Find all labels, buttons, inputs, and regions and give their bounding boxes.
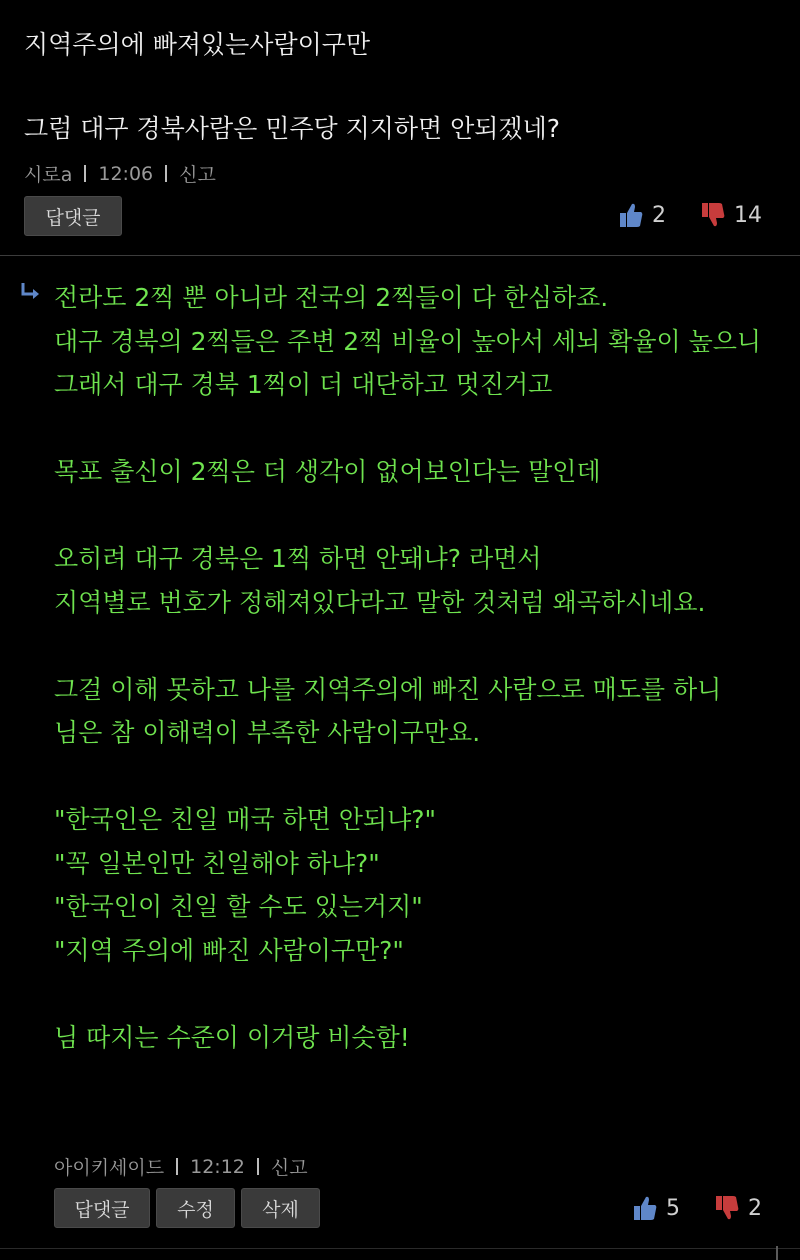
meta-separator — [84, 165, 86, 182]
vote-bar — [618, 201, 762, 229]
meta-separator — [165, 165, 167, 182]
reply-arrow-icon — [20, 281, 42, 307]
like-count: 2 — [652, 202, 666, 228]
edit-button[interactable]: 수정 — [156, 1188, 235, 1228]
thumbs-down-icon — [714, 1194, 740, 1222]
like-button[interactable] — [632, 1194, 680, 1222]
reply-report-link[interactable]: 신고 — [270, 1157, 308, 1179]
reply-time: 12:12 — [190, 1155, 245, 1178]
reply-action-buttons — [54, 1188, 320, 1228]
thumbs-down-icon — [700, 201, 726, 229]
thumbs-up-icon — [632, 1194, 658, 1222]
comment-text: 지역주의에 빠져있는사람이구만 그럼 대구 경북사람은 민주당 지지하면 안되겠네? — [24, 30, 561, 143]
dislike-button[interactable] — [714, 1194, 762, 1222]
reply-author[interactable]: 아이키세이드 — [54, 1157, 165, 1179]
comment-author[interactable]: 시로a — [24, 164, 73, 186]
delete-button[interactable]: 삭제 — [241, 1188, 320, 1228]
reply-button[interactable]: 답댓글 — [24, 196, 122, 236]
dislike-count: 2 — [748, 1195, 762, 1221]
report-link[interactable]: 신고 — [179, 164, 216, 186]
thumbs-up-icon — [618, 201, 644, 229]
dislike-count: 14 — [734, 202, 762, 228]
bottom-divider — [0, 1248, 800, 1249]
meta-separator — [257, 1158, 259, 1175]
like-count: 5 — [666, 1195, 680, 1221]
reply-meta — [54, 1153, 308, 1180]
like-button[interactable] — [618, 201, 666, 229]
comment-divider — [0, 255, 800, 256]
comment-meta — [24, 160, 216, 187]
reply-reply-button[interactable]: 답댓글 — [54, 1188, 150, 1228]
reply-vote-bar — [632, 1194, 762, 1222]
scrollbar-indicator[interactable] — [776, 1246, 778, 1260]
meta-separator — [176, 1158, 178, 1175]
reply-comment-text: 전라도 2찍 뿐 아니라 전국의 2찍들이 다 한심하죠. 대구 경북의 2찍들은 주변 2찍 비율이 높아서 세뇌 확율이 높으니 그래서 대구 경북 1찍이 더 대단하고 멋진거고 목포 출신이 2찍은 더 생각이 없어보인다는 말인데 오히려 대구 경북은 1찍 하면 안돼냐? 라면서 지역별로 번호가 정해져있다라고 말한 것처럼 왜곡하시네요. 그걸 이해 못하고 나를 지역주의에 빠진 사람으로 매도를 하니 님은 참 이해력이 부족한 사람이구만요. "한국인은 친일 매국 하면 안되냐?" "꼭 일본인만 친일해야 하냐?" "한국인이 친일 할 수도 있는거지" "지역 주의에 빠진 사람이구만?" 님 따지는 수준이 이거랑 비슷함! — [54, 283, 762, 1052]
comment-time: 12:06 — [98, 162, 154, 185]
comment-top — [0, 0, 800, 252]
dislike-button[interactable] — [700, 201, 762, 229]
